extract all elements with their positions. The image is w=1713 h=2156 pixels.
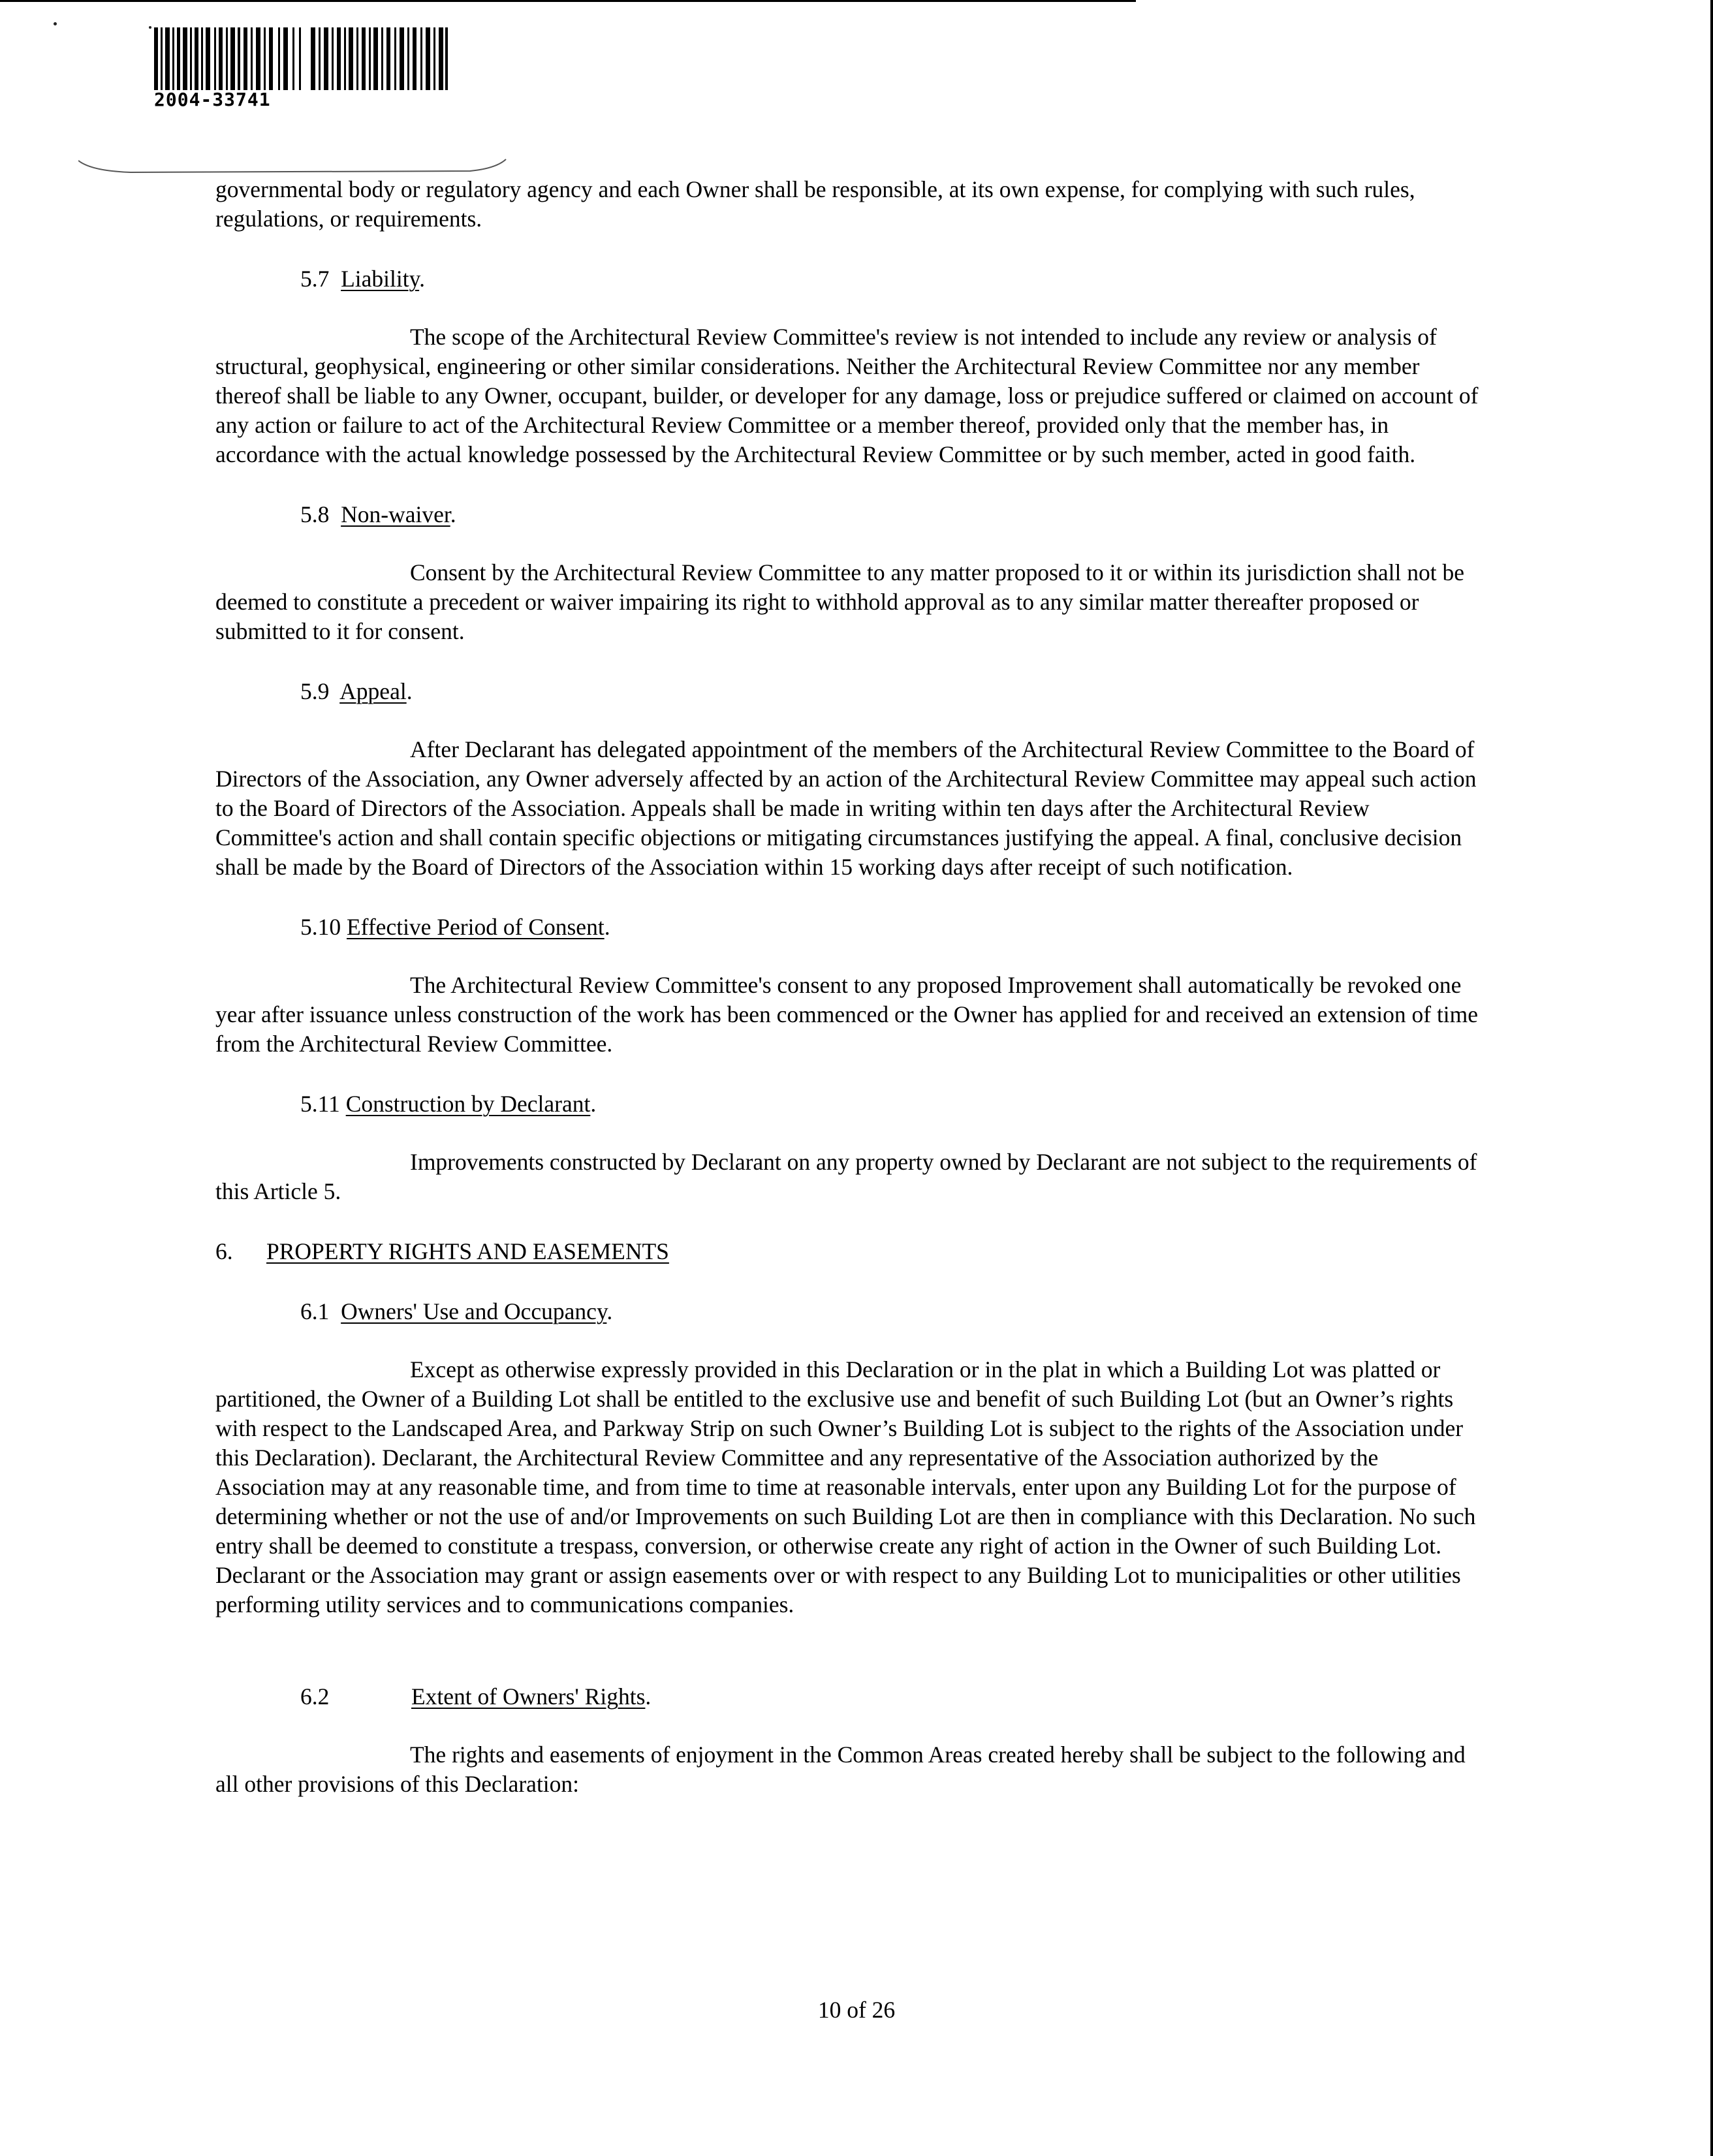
section-5-7-heading: 5.7 Liability. <box>300 266 425 292</box>
scan-top-border <box>0 0 1136 2</box>
document-body <box>215 175 1488 1799</box>
section-title: Effective Period of Consent <box>347 914 605 940</box>
section-title: Extent of Owners' Rights <box>411 1683 646 1710</box>
article-title: PROPERTY RIGHTS AND EASEMENTS <box>266 1238 669 1264</box>
section-5-7-paragraph: The scope of the Architectural Review Committee's review is not intended to include any review or analysis of structural, geophysical, engineering or other similar considerations. Neither the Architectural Review Committee nor any member thereof shall be liable to any Owner, occupant, builder, or developer for any damage, loss or prejudice suffered or claimed on account of any action or failure to act of the Architectural Review Committee or a member thereof, provided only that the member has, in accordance with the actual knowledge possessed by the Architectural Review Committee or by such member, acted in good faith. <box>215 324 1479 467</box>
section-title: Owners' Use and Occupancy <box>341 1298 607 1324</box>
section-6-1-heading: 6.1 Owners' Use and Occupancy. <box>300 1298 613 1324</box>
section-5-9-heading: 5.9 Appeal. <box>300 678 413 704</box>
section-5-11-heading: 5.11 Construction by Declarant. <box>300 1091 597 1117</box>
section-number: 5.10 <box>300 914 341 940</box>
section-5-8-heading: 5.8 Non-waiver. <box>300 501 456 527</box>
section-5-10-paragraph: The Architectural Review Committee's consent to any proposed Improvement shall automatically be revoked one year after issuance unless construction of the work has been commenced or the Owner has applied for and received an extension of time from the Architectural Review Committee. <box>215 972 1479 1057</box>
article-number: 6. <box>215 1238 233 1264</box>
scan-right-border <box>1710 0 1713 2156</box>
section-5-11-paragraph: Improvements constructed by Declarant on any property owned by Declarant are not subject to the requirements of this Article 5. <box>215 1149 1477 1204</box>
scan-speck <box>54 22 57 25</box>
section-6-2-paragraph: The rights and easements of enjoyment in the Common Areas created hereby shall be subject to the following and all other provisions of this Declaration: <box>215 1742 1466 1797</box>
barcode-icon <box>154 27 448 90</box>
scan-artifact-line <box>78 157 509 176</box>
section-number: 6.2 <box>300 1683 330 1710</box>
continuation-paragraph: governmental body or regulatory agency and each Owner shall be responsible, at its own expense, for complying with such rules, regulations, or requirements. <box>215 176 1415 232</box>
section-title: Construction by Declarant <box>345 1091 591 1117</box>
section-title: Appeal <box>339 678 407 704</box>
section-number: 5.7 <box>300 266 330 292</box>
section-number: 6.1 <box>300 1298 330 1324</box>
section-5-8-paragraph: Consent by the Architectural Review Committee to any matter proposed to it or within its jurisdiction shall not be deemed to constitute a precedent or waiver impairing its right to withhold approval as to any similar matter thereafter proposed or submitted to it for consent. <box>215 559 1464 644</box>
scan-speck <box>149 26 151 29</box>
section-6-2-heading: 6.2 Extent of Owners' Rights. <box>215 1682 1488 1711</box>
section-5-10-heading: 5.10 Effective Period of Consent. <box>300 914 610 940</box>
section-title: Liability <box>341 266 420 292</box>
page-number: 10 of 26 <box>817 1997 896 2023</box>
section-5-9-paragraph: After Declarant has delegated appointment of the members of the Architectural Review Committee to the Board of Directors of the Association, any Owner adversely affected by an action of the Architectural Review Committee may appeal such action to the Board of Directors of the Association. Appeals shall be made in writing within ten days after the Architectural Review Committee's action and shall contain specific objections or mitigating circumstances justifying the appeal. A final, conclusive decision shall be made by the Board of Directors of the Association within 15 working days after receipt of such notification. <box>215 736 1477 880</box>
article-6-heading <box>215 1237 1488 1266</box>
section-title: Non-waiver <box>341 501 450 527</box>
section-6-1-paragraph: Except as otherwise expressly provided in this Declaration or in the plat in which a Building Lot was platted or partitioned, the Owner of a Building Lot shall be entitled to the exclusive use and benefit of such Building Lot (but an Owner’s rights with respect to the Landscaped Area, and Parkway Strip on such Owner’s Building Lot is subject to the rights of the Association under this Declaration). Declarant, the Architectural Review Committee and any representative of the Association authorized by the Association may at any reasonable time, and from time to time at reasonable intervals, enter upon any Building Lot for the purpose of determining whether or not the use of and/or Improvements on such Building Lot are then in compliance with this Declaration. No such entry shall be deemed to constitute a trespass, conversion, or otherwise create any right of action in the Owner of such Building Lot. Declarant or the Association may grant or assign easements over or with respect to any Building Lot to municipalities or other utilities performing utility services and to communications companies. <box>215 1356 1476 1617</box>
section-number: 5.11 <box>300 1091 340 1117</box>
section-number: 5.8 <box>300 501 330 527</box>
document-number: 2004-33741 <box>154 89 271 110</box>
section-number: 5.9 <box>300 678 330 704</box>
